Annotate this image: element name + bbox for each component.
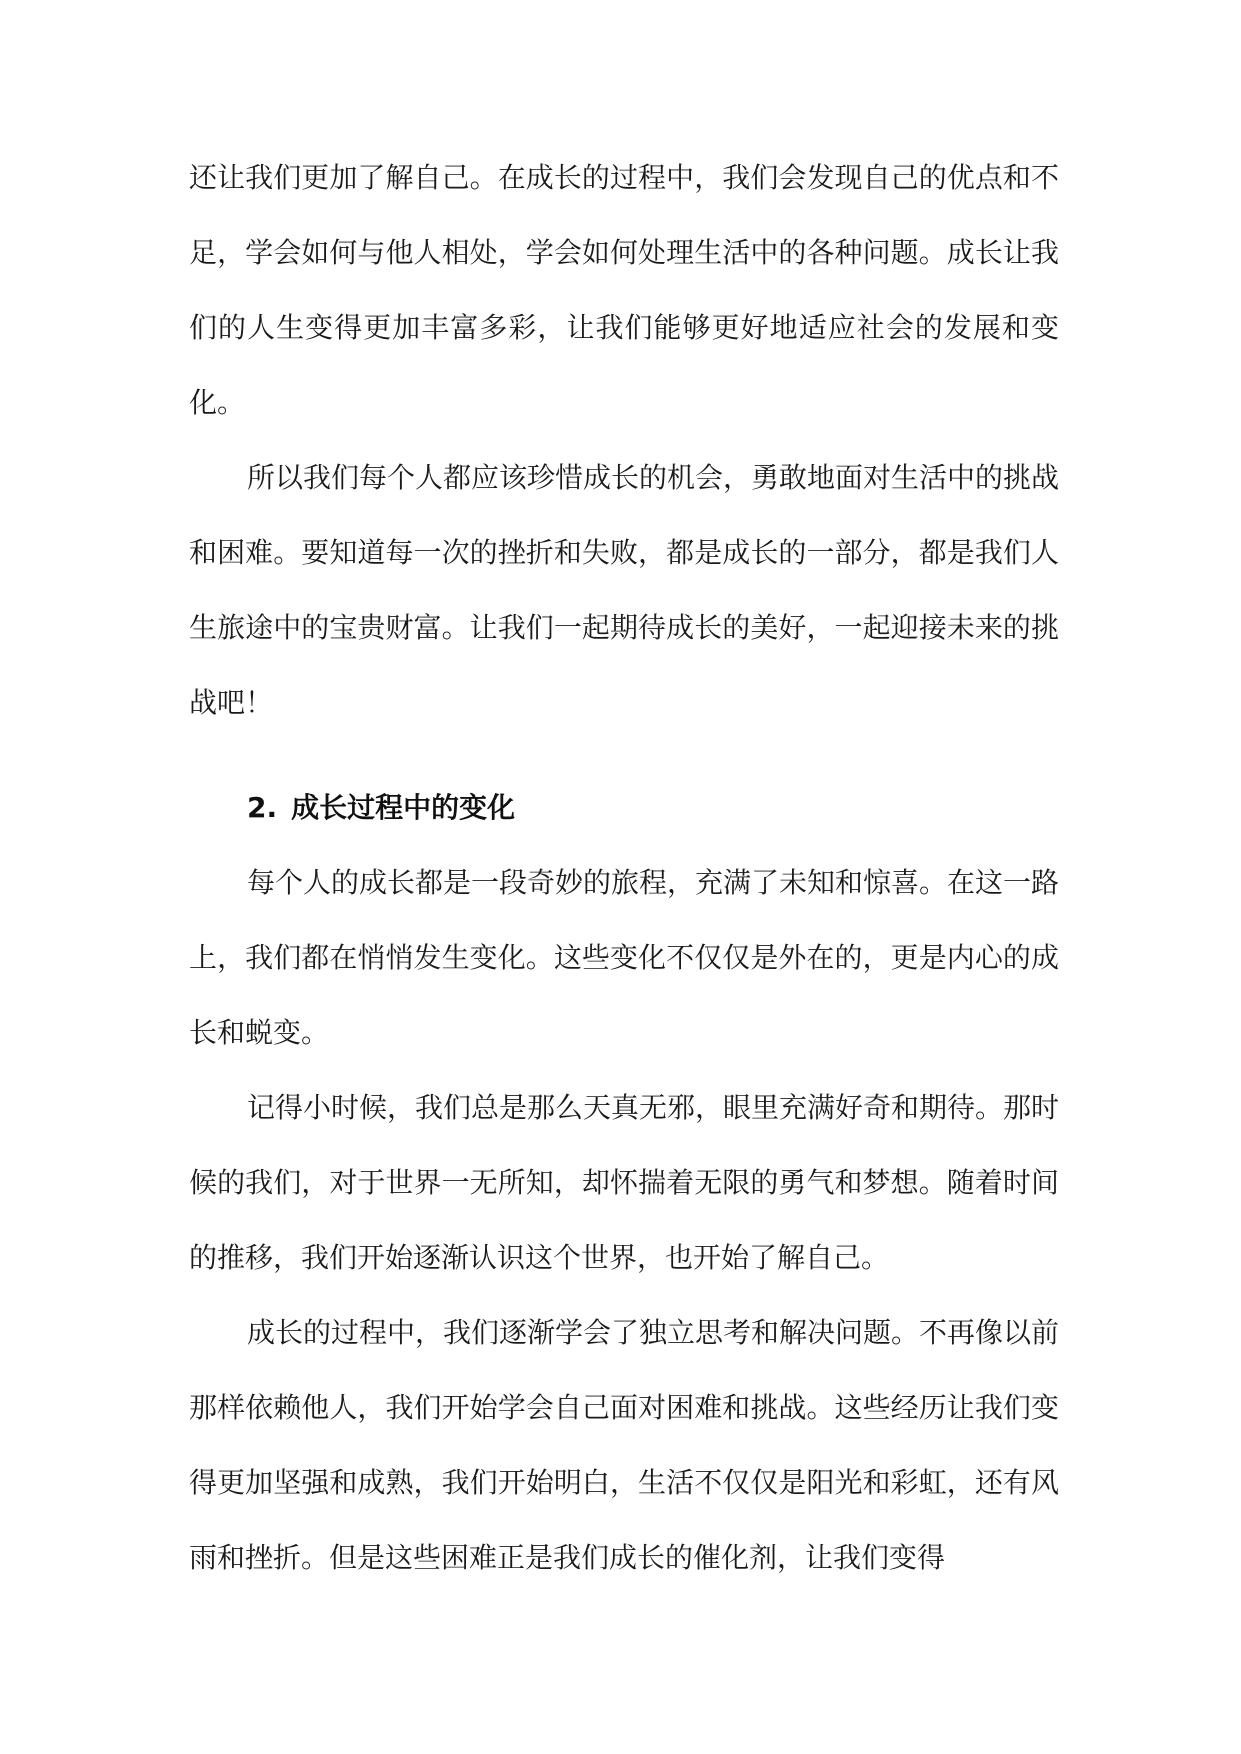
paragraph-5: 成长的过程中，我们逐渐学会了独立思考和解决问题。不再像以前那样依赖他人，我们开始学会自己面对困难和挑战。这些经历让我们变得更加坚强和成熟，我们开始明白，生活不仅仅是阳光和彩虹，还有风雨和挫折。但是这些困难正是我们成长的催化剂，让我们变得 [189, 1316, 1060, 1574]
paragraph-4: 记得小时候，我们总是那么天真无邪，眼里充满好奇和期待。那时候的我们，对于世界一无所知，却怀揣着无限的勇气和梦想。随着时间的推移，我们开始逐渐认识这个世界，也开始了解自己。 [189, 1091, 1060, 1274]
section-heading [189, 770, 1059, 845]
paragraph-3: 每个人的成长都是一段奇妙的旅程，充满了未知和惊喜。在这一路上，我们都在悄悄发生变化。这些变化不仅仅是外在的，更是内心的成长和蜕变。 [189, 866, 1060, 1049]
section-number: 2. [247, 791, 278, 824]
paragraph-1: 还让我们更加了解自己。在成长的过程中，我们会发现自己的优点和不足，学会如何与他人相处，学会如何处理生活中的各种问题。成长让我们的人生变得更加丰富多彩，让我们能够更好地适应社会的发展和变化。 [189, 161, 1059, 419]
document-body [189, 140, 1059, 1595]
paragraph-2: 所以我们每个人都应该珍惜成长的机会，勇敢地面对生活中的挑战和困难。要知道每一次的挫折和失败，都是成长的一部分，都是我们人生旅途中的宝贵财富。让我们一起期待成长的美好，一起迎接未来的挑战吧！ [189, 461, 1060, 719]
section-title: 成长过程中的变化 [291, 791, 516, 824]
